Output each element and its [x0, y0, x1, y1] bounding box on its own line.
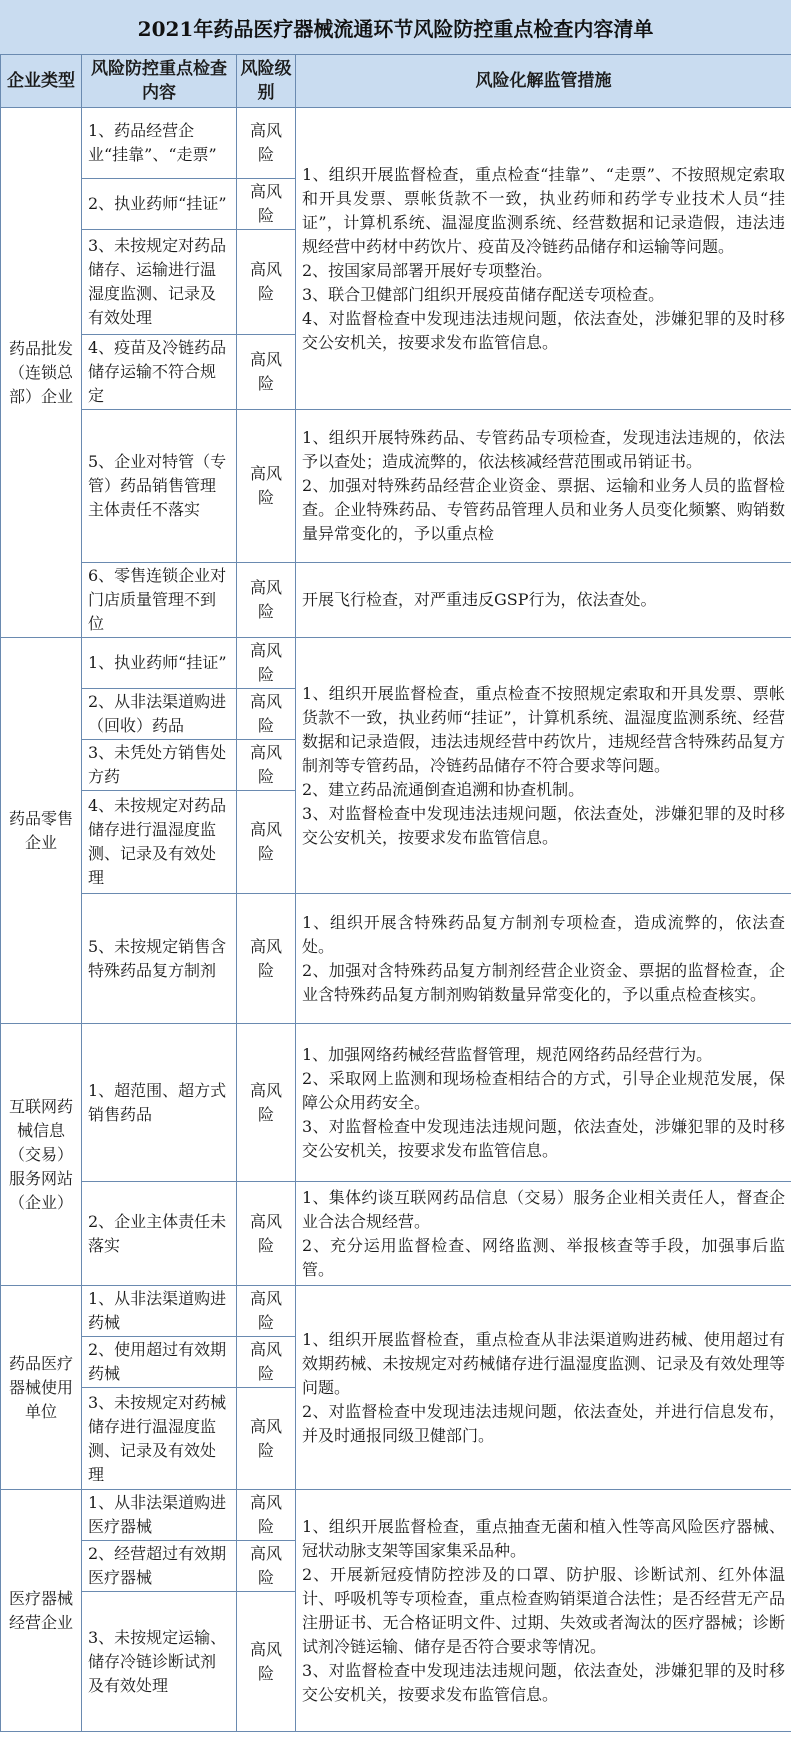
inspection-item: 1、药品经营企业“挂靠”、“走票” [82, 108, 237, 179]
header-inspection-content: 风险防控重点检查内容 [82, 55, 237, 108]
measures-cell: 1、组织开展特殊药品、专管药品专项检查，发现违法违规的，依法予以查处；造成流弊的，依法核减经营范围或吊销证书。 2、加强对特殊药品经营企业资金、票据、运输和业务人员的监督检查。企业特殊药品、专管药品管理人员和业务人员变化频繁、购销数量异常变化的，予以重点检 [296, 410, 791, 563]
measures-cell: 1、组织开展含特殊药品复方制剂专项检查，造成流弊的，依法查处。 2、加强对含特殊药品复方制剂经营企业资金、票据的监督检查，企业含特殊药品复方制剂购销数量异常变化的，予以重点检查核实。 [296, 894, 791, 1024]
table-row [1, 410, 791, 563]
enterprise-type-cell: 互联网药械信息（交易）服务网站（企业） [1, 1024, 82, 1286]
inspection-item: 1、从非法渠道购进药械 [82, 1286, 237, 1337]
header-row [1, 55, 791, 108]
measures-cell: 1、加强网络药械经营监督管理，规范网络药品经营行为。 2、采取网上监测和现场检查相结合的方式，引导企业规范发展，保障公众用药安全。 3、对监督检查中发现违法违规问题，依法查处，涉嫌犯罪的及时移交公安机关，按要求发布监管信息。 [296, 1024, 791, 1182]
risk-level: 高风险 [237, 1024, 296, 1182]
inspection-item: 2、从非法渠道购进（回收）药品 [82, 689, 237, 740]
risk-level: 高风险 [237, 1182, 296, 1286]
risk-level: 高风险 [237, 335, 296, 410]
table-row [1, 1286, 791, 1337]
risk-level: 高风险 [237, 1490, 296, 1541]
inspection-item: 3、未按规定对药械储存进行温湿度监测、记录及有效处理 [82, 1388, 237, 1490]
table-row [1, 108, 791, 179]
risk-level: 高风险 [237, 894, 296, 1024]
risk-level: 高风险 [237, 1541, 296, 1592]
inspection-item: 1、执业药师“挂证” [82, 638, 237, 689]
inspection-item: 3、未凭处方销售处方药 [82, 740, 237, 791]
measures-cell: 1、组织开展监督检查，重点检查不按照规定索取和开具发票、票帐货款不一致，执业药师“挂证”，计算机系统、温湿度监测系统、经营数据和记录造假，违法违规经营中药饮片，违规经营含特殊药品复方制剂等专管药品，冷链药品储存不符合要求等问题。 2、建立药品流通倒查追溯和协查机制。 3、对监督检查中发现违法违规问题，依法查处，涉嫌犯罪的及时移交公安机关，按要求发布监管信息。 [296, 638, 791, 894]
measures-cell: 开展飞行检查，对严重违反GSP行为，依法查处。 [296, 563, 791, 638]
inspection-item: 1、超范围、超方式销售药品 [82, 1024, 237, 1182]
inspection-item: 2、使用超过有效期药械 [82, 1337, 237, 1388]
risk-level: 高风险 [237, 740, 296, 791]
inspection-item: 5、未按规定销售含特殊药品复方制剂 [82, 894, 237, 1024]
inspection-item: 1、从非法渠道购进医疗器械 [82, 1490, 237, 1541]
risk-level: 高风险 [237, 563, 296, 638]
inspection-item: 4、未按规定对药品储存进行温湿度监测、记录及有效处理 [82, 791, 237, 894]
measures-cell: 1、组织开展监督检查，重点检查从非法渠道购进药械、使用超过有效期药械、未按规定对药械储存进行温湿度监测、记录及有效处理等问题。 2、对监督检查中发现违法违规问题，依法查处，并进行信息发布，并及时通报同级卫健部门。 [296, 1286, 791, 1490]
measures-cell: 1、组织开展监督检查，重点抽查无菌和植入性等高风险医疗器械、冠状动脉支架等国家集采品种。 2、开展新冠疫情防控涉及的口罩、防护服、诊断试剂、红外体温计、呼吸机等专项检查，重点检查购销渠道合法性；是否经营无产品注册证书、无合格证明文件、过期、失效或者淘汰的医疗器械；诊断试剂冷链运输、储存是否符合要求等情况。 3、对监督检查中发现违法违规问题，依法查处，涉嫌犯罪的及时移交公安机关，按要求发布监管信息。 [296, 1490, 791, 1732]
page-title: 2021年药品医疗器械流通环节风险防控重点检查内容清单 [0, 0, 791, 55]
risk-table [0, 54, 791, 1732]
risk-level: 高风险 [237, 791, 296, 894]
inspection-item: 2、企业主体责任未落实 [82, 1182, 237, 1286]
table-body [1, 108, 791, 1732]
header-enterprise-type: 企业类型 [1, 55, 82, 108]
inspection-item: 3、未按规定对药品储存、运输进行温湿度监测、记录及有效处理 [82, 230, 237, 335]
enterprise-type-cell: 药品批发（连锁总部）企业 [1, 108, 82, 638]
header-risk-level: 风险级别 [237, 55, 296, 108]
risk-level: 高风险 [237, 638, 296, 689]
risk-level: 高风险 [237, 1286, 296, 1337]
inspection-item: 2、执业药师“挂证” [82, 179, 237, 230]
enterprise-type-cell: 药品零售企业 [1, 638, 82, 1024]
risk-level: 高风险 [237, 410, 296, 563]
table-row [1, 563, 791, 638]
inspection-item: 2、经营超过有效期医疗器械 [82, 1541, 237, 1592]
risk-level: 高风险 [237, 689, 296, 740]
inspection-item: 6、零售连锁企业对门店质量管理不到位 [82, 563, 237, 638]
risk-level: 高风险 [237, 1592, 296, 1732]
risk-level: 高风险 [237, 179, 296, 230]
inspection-item: 3、未按规定运输、储存冷链诊断试剂及有效处理 [82, 1592, 237, 1732]
inspection-item: 4、疫苗及冷链药品储存运输不符合规定 [82, 335, 237, 410]
measures-cell: 1、组织开展监督检查，重点检查“挂靠”、“走票”、不按照规定索取和开具发票、票帐货款不一致，执业药师和药学专业技术人员“挂证”，计算机系统、温湿度监测系统、经营数据和记录造假，违法违规经营中药材中药饮片、疫苗及冷链药品储存和运输等问题。 2、按国家局部署开展好专项整治。 3、联合卫健部门组织开展疫苗储存配送专项检查。 4、对监督检查中发现违法违规问题，依法查处，涉嫌犯罪的及时移交公安机关，按要求发布监管信息。 [296, 108, 791, 410]
table-row [1, 894, 791, 1024]
table-row [1, 1024, 791, 1182]
inspection-item: 5、企业对特管（专管）药品销售管理主体责任不落实 [82, 410, 237, 563]
risk-level: 高风险 [237, 108, 296, 179]
table-row [1, 1182, 791, 1286]
risk-level: 高风险 [237, 230, 296, 335]
table-header [1, 55, 791, 108]
enterprise-type-cell: 药品医疗器械使用单位 [1, 1286, 82, 1490]
table-row [1, 638, 791, 689]
header-measures: 风险化解监管措施 [296, 55, 791, 108]
measures-cell: 1、集体约谈互联网药品信息（交易）服务企业相关责任人，督查企业合法合规经营。 2、充分运用监督检查、网络监测、举报核查等手段，加强事后监管。 [296, 1182, 791, 1286]
table-row [1, 1490, 791, 1541]
enterprise-type-cell: 医疗器械经营企业 [1, 1490, 82, 1732]
risk-level: 高风险 [237, 1388, 296, 1490]
risk-level: 高风险 [237, 1337, 296, 1388]
